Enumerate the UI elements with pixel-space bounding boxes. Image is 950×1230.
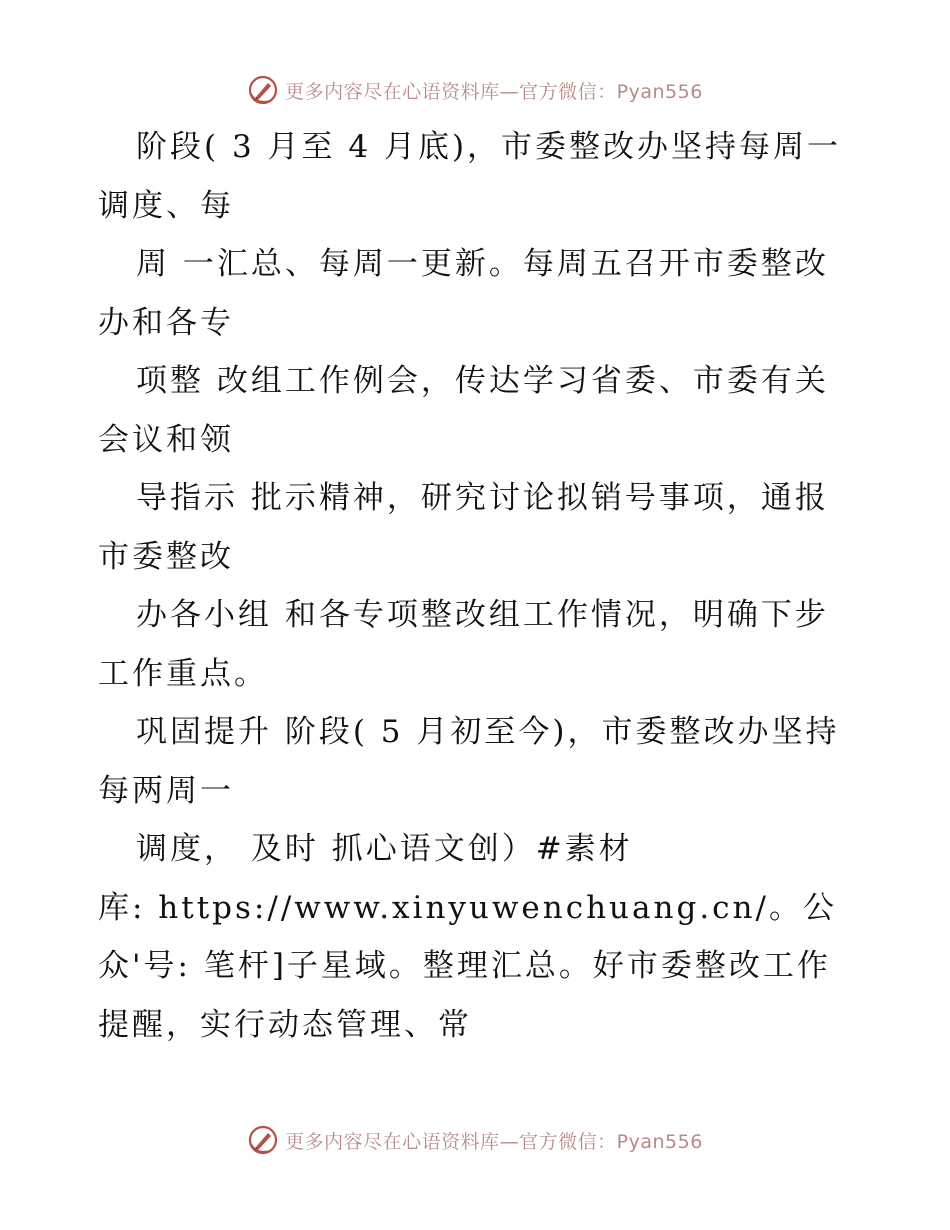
- text-line: 提醒，实行动态管理、常: [98, 1006, 472, 1043]
- text-line: 导指示 批示精神，研究讨论拟销号事项，通报: [136, 480, 829, 516]
- text-line: 办各小组 和各专项整改组工作情况，明确下步: [136, 597, 829, 633]
- text-line: 调度， 及时 抓心语文创）#素材: [136, 831, 633, 867]
- text-line: 众'号: 笔杆]子星域。整理汇总。好市委整改工作: [98, 948, 831, 984]
- text-line: 项整 改组工作例会，传达学习省委、市委有关: [136, 363, 829, 399]
- text-line: 调度、每: [98, 187, 234, 224]
- text-line: 市委整改: [98, 538, 234, 575]
- footer-watermark: [0, 1120, 950, 1160]
- text-line: 阶段( 3 月至 4 月底)，市委整改办坚持每周一: [136, 129, 842, 165]
- text-line: 每两周一: [98, 772, 234, 809]
- text-line: 库: https://www.xinyuwenchuang.cn/。公: [98, 889, 837, 926]
- watermark-text: 更多内容尽在心语资料库—官方微信：Pyan556: [285, 80, 703, 103]
- header-watermark: [0, 70, 950, 110]
- document-body: [98, 118, 868, 1054]
- text-line: 巩固提升 阶段( 5 月初至今)，市委整改办坚持: [136, 714, 840, 750]
- text-line: 周 一汇总、每周一更新。每周五召开市委整改: [136, 246, 829, 282]
- text-line: 工作重点。: [98, 655, 268, 692]
- watermark-text: 更多内容尽在心语资料库—官方微信：Pyan556: [285, 1130, 703, 1153]
- pen-logo-icon: [247, 74, 279, 106]
- text-line: 会议和领: [98, 421, 234, 458]
- pen-logo-icon: [247, 1124, 279, 1156]
- text-line: 办和各专: [98, 304, 234, 341]
